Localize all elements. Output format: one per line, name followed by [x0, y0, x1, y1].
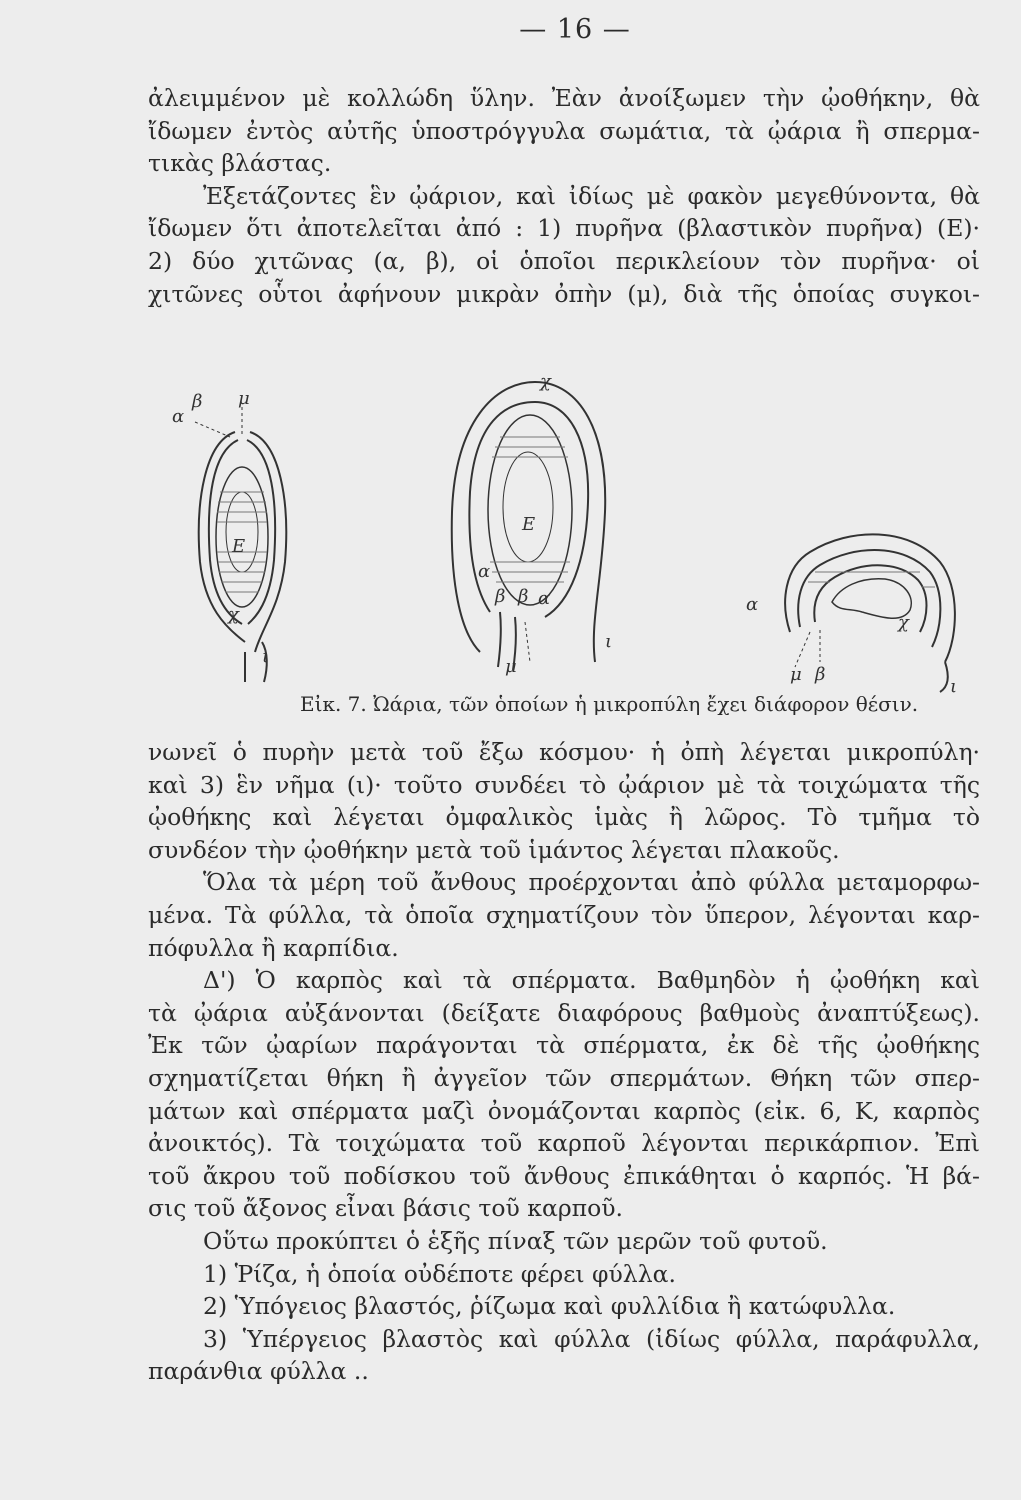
figure-caption: Εἰκ. 7. Ὠάρια, τῶν ὁποίων ἡ μικροπύλη ἔχει διάφορον θέσιν. — [300, 692, 919, 716]
text-line: ἀνοικτός). Τὰ τοιχώματα τοῦ καρποῦ λέγονται περικάρπιον. Ἐπὶ — [148, 1129, 980, 1158]
text-block-bottom — [148, 736, 980, 1388]
label-b: β — [815, 664, 826, 685]
text-line: 2) δύο χιτῶνας (α, β), οἱ ὁποῖοι περικλείουν τὸν πυρῆνα· οἱ — [148, 246, 980, 275]
section-heading-line: Δ') Ὁ καρπὸς καὶ τὰ σπέρματα. Βαθμηδὸν ἡ ᾠοθήκη καὶ — [203, 966, 980, 995]
text-line: καὶ 3) ἓν νῆμα (ι)· τοῦτο συνδέει τὸ ᾠάριον μὲ τὰ τοιχώματα τῆς — [148, 770, 980, 799]
label-i: ι — [950, 676, 958, 697]
label-a: α — [172, 406, 185, 427]
text-line: ἴδωμεν ἐντὸς αὐτῆς ὑποστρόγγυλα σωμάτια, τὰ ᾠάρια ἢ σπερμα- — [148, 116, 980, 145]
label-a: α — [478, 561, 491, 582]
text-line: μάτων καὶ σπέρματα μαζὶ ὀνομάζονται καρπὸς (εἰκ. 6, Κ, καρπὸς — [148, 1096, 980, 1125]
text-block-top — [148, 82, 980, 310]
text-line: νωνεῖ ὁ πυρὴν μετὰ τοῦ ἔξω κόσμου· ἡ ὀπὴ λέγεται μικροπύλη· — [148, 738, 980, 766]
label-m: μ — [505, 656, 517, 677]
text-line: ἀλειμμένον μὲ κολλώδη ὕλην. Ἐὰν ἀνοίξωμεν τὴν ᾠοθήκην, θὰ — [148, 84, 980, 112]
page-number: — 16 — — [519, 14, 631, 45]
list-item: 3) Ὑπέργειος βλαστὸς καὶ φύλλα (ἰδίως φύλλα, παράφυλλα, — [203, 1324, 980, 1353]
label-a: α — [746, 594, 759, 615]
text-line: μένα. Τὰ φύλλα, τὰ ὁποῖα σχηματίζουν τὸν ὕπερον, λέγονται καρ- — [148, 900, 980, 929]
label-b: β — [192, 391, 203, 412]
label-x: χ — [228, 604, 239, 625]
label-x: χ — [898, 612, 909, 633]
ovule-diagram-3 — [785, 534, 955, 692]
table-intro-line: Οὕτω προκύπτει ὁ ἑξῆς πίναξ τῶν μερῶν τοῦ φυτοῦ. — [203, 1226, 828, 1255]
text-line: ᾠοθήκης καὶ λέγεται ὀμφαλικὸς ἱμὰς ἢ λῶρος. Τὸ τμῆμα τὸ — [148, 803, 980, 832]
text-line: τοῦ ἄκρου τοῦ ποδίσκου τοῦ ἄνθους ἐπικάθηται ὁ καρπός. Ἡ βά- — [148, 1161, 980, 1190]
label-b: β — [495, 586, 506, 607]
label-i: ι — [262, 646, 270, 667]
label-b: β — [518, 586, 529, 607]
text-line: χιτῶνες οὗτοι ἀφήνουν μικρὰν ὀπὴν (μ), διὰ τῆς ὁποίας συγκοι- — [148, 279, 980, 308]
text-line: σις τοῦ ἄξονος εἶναι βάσις τοῦ καρποῦ. — [148, 1194, 624, 1223]
list-item: 2) Ὑπόγειος βλαστός, ῥίζωμα καὶ φυλλίδια ἢ κατώφυλλα. — [203, 1292, 896, 1321]
label-i: ι — [605, 631, 613, 652]
text-line: συνδέον τὴν ᾠοθήκην μετὰ τοῦ ἱμάντος λέγεται πλακοῦς. — [148, 835, 840, 864]
text-line: Ἐξετάζοντες ἓν ᾠάριον, καὶ ἰδίως μὲ φακὸν μεγεθύνοντα, θὰ — [203, 181, 980, 210]
text-line: ἴδωμεν ὅτι ἀποτελεῖται ἀπό : 1) πυρῆνα (βλαστικὸν πυρῆνα) (Ε)· — [148, 214, 980, 243]
list-item: 1) Ῥίζα, ἡ ὁποία οὐδέποτε φέρει φύλλα. — [203, 1259, 676, 1288]
label-m: μ — [790, 664, 802, 685]
label-e: Ε — [522, 514, 536, 535]
list-item-continuation: παράνθια φύλλα .. — [148, 1357, 369, 1386]
label-e: Ε — [232, 536, 246, 557]
text-line: Ἐκ τῶν ᾠαρίων παράγονται τὰ σπέρματα, ἐκ δὲ τῆς ᾠοθήκης — [148, 1031, 980, 1060]
text-line: σχηματίζεται θήκη ἢ ἀγγεῖον τῶν σπερμάτων. Θήκη τῶν σπερ- — [148, 1063, 980, 1092]
text-line: πόφυλλα ἢ καρπίδια. — [148, 933, 399, 962]
label-m: μ — [238, 388, 250, 409]
text-line: τὰ ᾠάρια αὐξάνονται (δείξατε διαφόρους βαθμοὺς ἀναπτύξεως). — [148, 998, 980, 1027]
label-x: χ — [540, 371, 551, 392]
text-line: Ὅλα τὰ μέρη τοῦ ἄνθους προέρχονται ἀπὸ φύλλα μεταμορφω- — [203, 868, 980, 897]
text-line: τικὰς βλάστας. — [148, 149, 332, 178]
label-a: α — [538, 588, 551, 609]
ovule-illustrations — [150, 362, 980, 707]
